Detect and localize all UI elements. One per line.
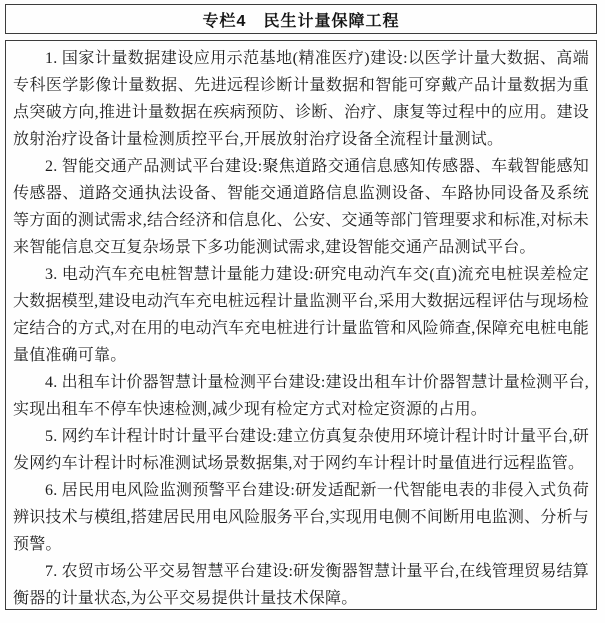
column-title-box [5,4,597,34]
column-title: 专栏4 民生计量保障工程 [202,12,400,30]
paragraph-4: 4. 出租车计价器智慧计量检测平台建设:建设出租车计价器智慧计量检测平台,实现出租车不停车快速检测,减少现有检定方式对检定资源的占用。 [13,374,589,418]
paragraph-5: 5. 网约车计程计时计量平台建设:建立仿真复杂使用环境计程计时计量平台,研发网约车计程计时标准测试场景数据集,对于网约车计程计时量值进行远程监管。 [13,428,589,472]
column-body-box [5,40,597,610]
paragraph-2: 2. 智能交通产品测试平台建设:聚焦道路交通信息感知传感器、车载智能感知传感器、道路交通执法设备、智能交通道路信息监测设备、车路协同设备及系统等方面的测试需求,结合经济和信息化、公安、交通等部门管理要求和标准,对标未来智能信息交互复杂场景下多功能测试需求,建设智能交通产品测试平台。 [13,158,589,256]
paragraph-1: 1. 国家计量数据建设应用示范基地(精准医疗)建设:以医学计量大数据、高端专科医学影像计量数据、先进远程诊断计量数据和智能可穿戴产品计量数据为重点突破方向,推进计量数据在疾病预防、诊断、治疗、康复等过程中的应用。建设放射治疗设备计量检测质控平台,开展放射治疗设备全流程计量测试。 [13,50,589,148]
paragraph-3: 3. 电动汽车充电桩智慧计量能力建设:研究电动汽车交(直)流充电桩误差检定大数据模型,建设电动汽车充电桩远程计量监测平台,采用大数据远程评估与现场检定结合的方式,对在用的电动汽车充电桩进行计量监管和风险筛查,保障充电桩电能量值准确可靠。 [13,266,589,364]
paragraph-6: 6. 居民用电风险监测预警平台建设:研发适配新一代智能电表的非侵入式负荷辨识技术与模组,搭建居民用电风险服务平台,实现用电侧不间断用电监测、分析与预警。 [13,482,589,553]
paragraph-7: 7. 农贸市场公平交易智慧平台建设:研发衡器智慧计量平台,在线管理贸易结算衡器的计量状态,为公平交易提供计量技术保障。 [13,563,589,607]
